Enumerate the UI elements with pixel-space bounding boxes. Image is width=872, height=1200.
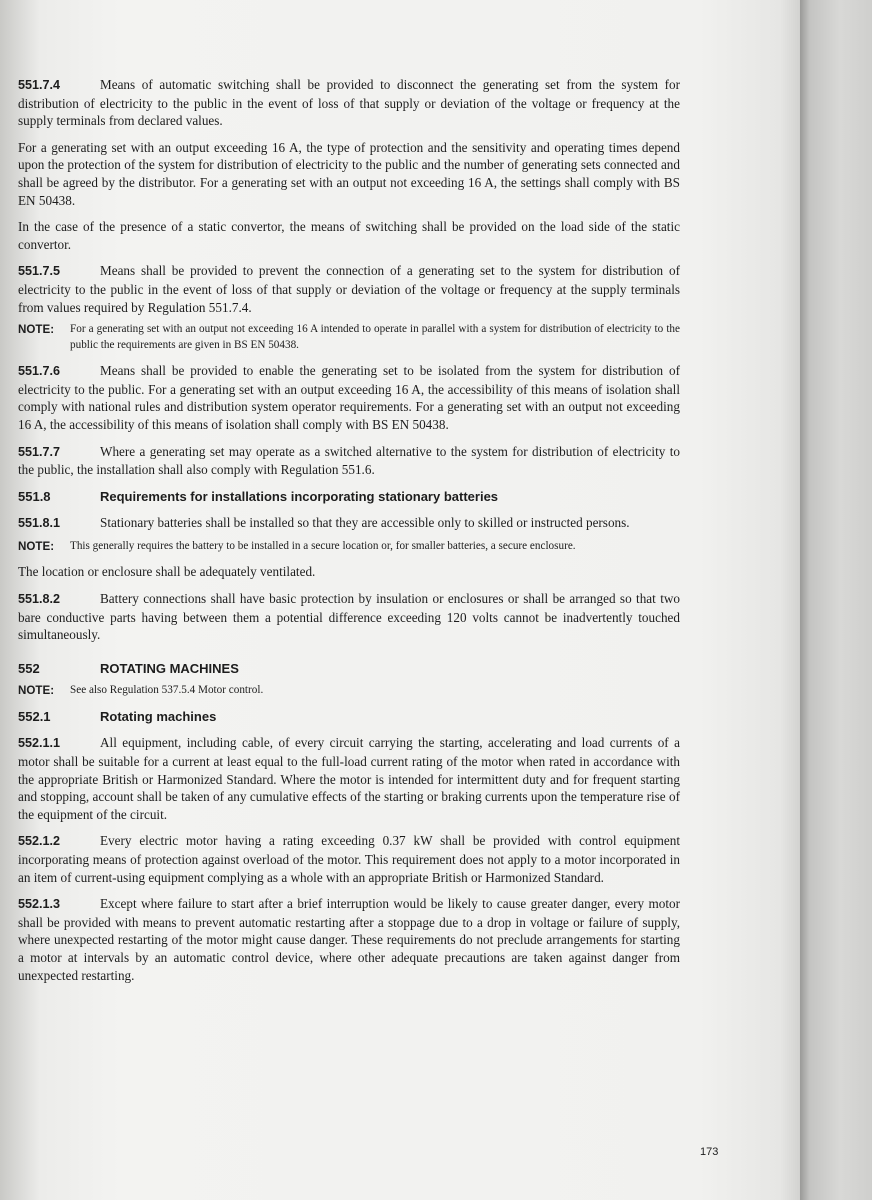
page-edge-shadow bbox=[800, 0, 872, 1200]
page-number: 173 bbox=[700, 1146, 719, 1158]
regulation-552-1-3: 552.1.3 Except where failure to start after a brief interruption would be likely to cause greater danger, every motor shall be provided with means to prevent automatic restarting after a stoppage due to a drop in voltage or failure of supply, where unexpected restarting of the motor might cause danger. These requirements do not preclude arrangements for starting a motor at intervals by an automatic control device, where other adequate precautions are taken against danger from unexpected restarting. bbox=[18, 896, 680, 983]
regulation-551-7-6: 551.7.6 Means shall be provided to enable the generating set to be isolated from the system for distribution of electricity to the public. For a generating set with an output exceeding 16 A, the accessibility of this means of isolation shall comply with national rules and distribution system operator requirements. For a generating set with an output not exceeding 16 A, the accessibility of this means of isolation shall comply with BS EN 50438. bbox=[18, 363, 680, 432]
paragraph-text: The location or enclosure shall be adequately ventilated. bbox=[18, 564, 316, 580]
section-heading-551-8: 551.8 Requirements for installations incorporating stationary batteries bbox=[18, 488, 499, 504]
paragraph-text: In the case of the presence of a static convertor, the means of switching shall be provided on the load side of the static convertor. bbox=[18, 219, 680, 252]
regulation-552-1-2: 552.1.2 Every electric motor having a rating exceeding 0.37 kW shall be provided with control equipment incorporating means of protection against overload of the motor. This requirement does not apply to a motor incorporated in an item of current-using equipment complying as a whole with an appropriate British or Harmonized Standard. bbox=[18, 833, 680, 885]
note: NOTE: This generally requires the battery to be installed in a secure location or, for smaller batteries, a secure enclosure. bbox=[18, 539, 576, 553]
regulation-551-7-5: 551.7.5 Means shall be provided to prevent the connection of a generating set to the system for distribution of electricity to the public in the event of loss of that supply or deviation of the voltage or frequency at the supply terminals from values required by Regulation 551.7.4. bbox=[18, 263, 680, 315]
paragraph-text: For a generating set with an output exceeding 16 A, the type of protection and the sensitivity and operating times depend upon the protection of the system for distribution of electricity to the public and the number of generating sets connected and shall be agreed by the distributor. For a generating set with an output not exceeding 16 A, the settings shall comply with BS EN 50438. bbox=[18, 139, 680, 208]
regulation-552-1-1: 552.1.1 All equipment, including cable, of every circuit carrying the starting, accelerating and load currents of a motor shall be suitable for a current at least equal to the full-load current rating of the motor when rated in accordance with the appropriate British or Harmonized Standard. Where the motor is intended for intermittent duty and for frequent starting and stopping, account shall be taken of any cumulative effects of the starting or braking currents upon the temperature rise of the equipment of the circuit. bbox=[18, 735, 680, 822]
regulation-551-8-2: 551.8.2 Battery connections shall have basic protection by insulation or enclosures or shall be arranged so that two bare conductive parts having between them a potential difference exceeding 120 volts cannot be inadvertently touched simultaneously. bbox=[18, 590, 680, 643]
regulation-551-8-1: 551.8.1 Stationary batteries shall be installed so that they are accessible only to skilled or instructed persons. bbox=[18, 515, 630, 531]
regulation-551-7-4: 551.7.4 Means of automatic switching shall be provided to disconnect the generating set from the system for distribution of electricity to the public in the event of loss of that supply or deviation of the voltage or frequency at the supply terminals from declared values. bbox=[18, 77, 680, 129]
section-heading-552-1: 552.1 Rotating machines bbox=[18, 708, 217, 724]
chapter-heading-552: 552 ROTATING MACHINES bbox=[18, 660, 239, 676]
note: NOTE: For a generating set with an output not exceeding 16 A intended to operate in parallel with a system for distribution of electricity to the public the requirements are given in BS EN 50438. bbox=[18, 323, 680, 351]
regulation-text bbox=[18, 76, 680, 993]
regulation-551-7-7: 551.7.7 Where a generating set may operate as a switched alternative to the system for distribution of electricity to the public, the installation shall also comply with Regulation 551.6. bbox=[18, 443, 680, 478]
note: NOTE: See also Regulation 537.5.4 Motor control. bbox=[18, 684, 264, 698]
